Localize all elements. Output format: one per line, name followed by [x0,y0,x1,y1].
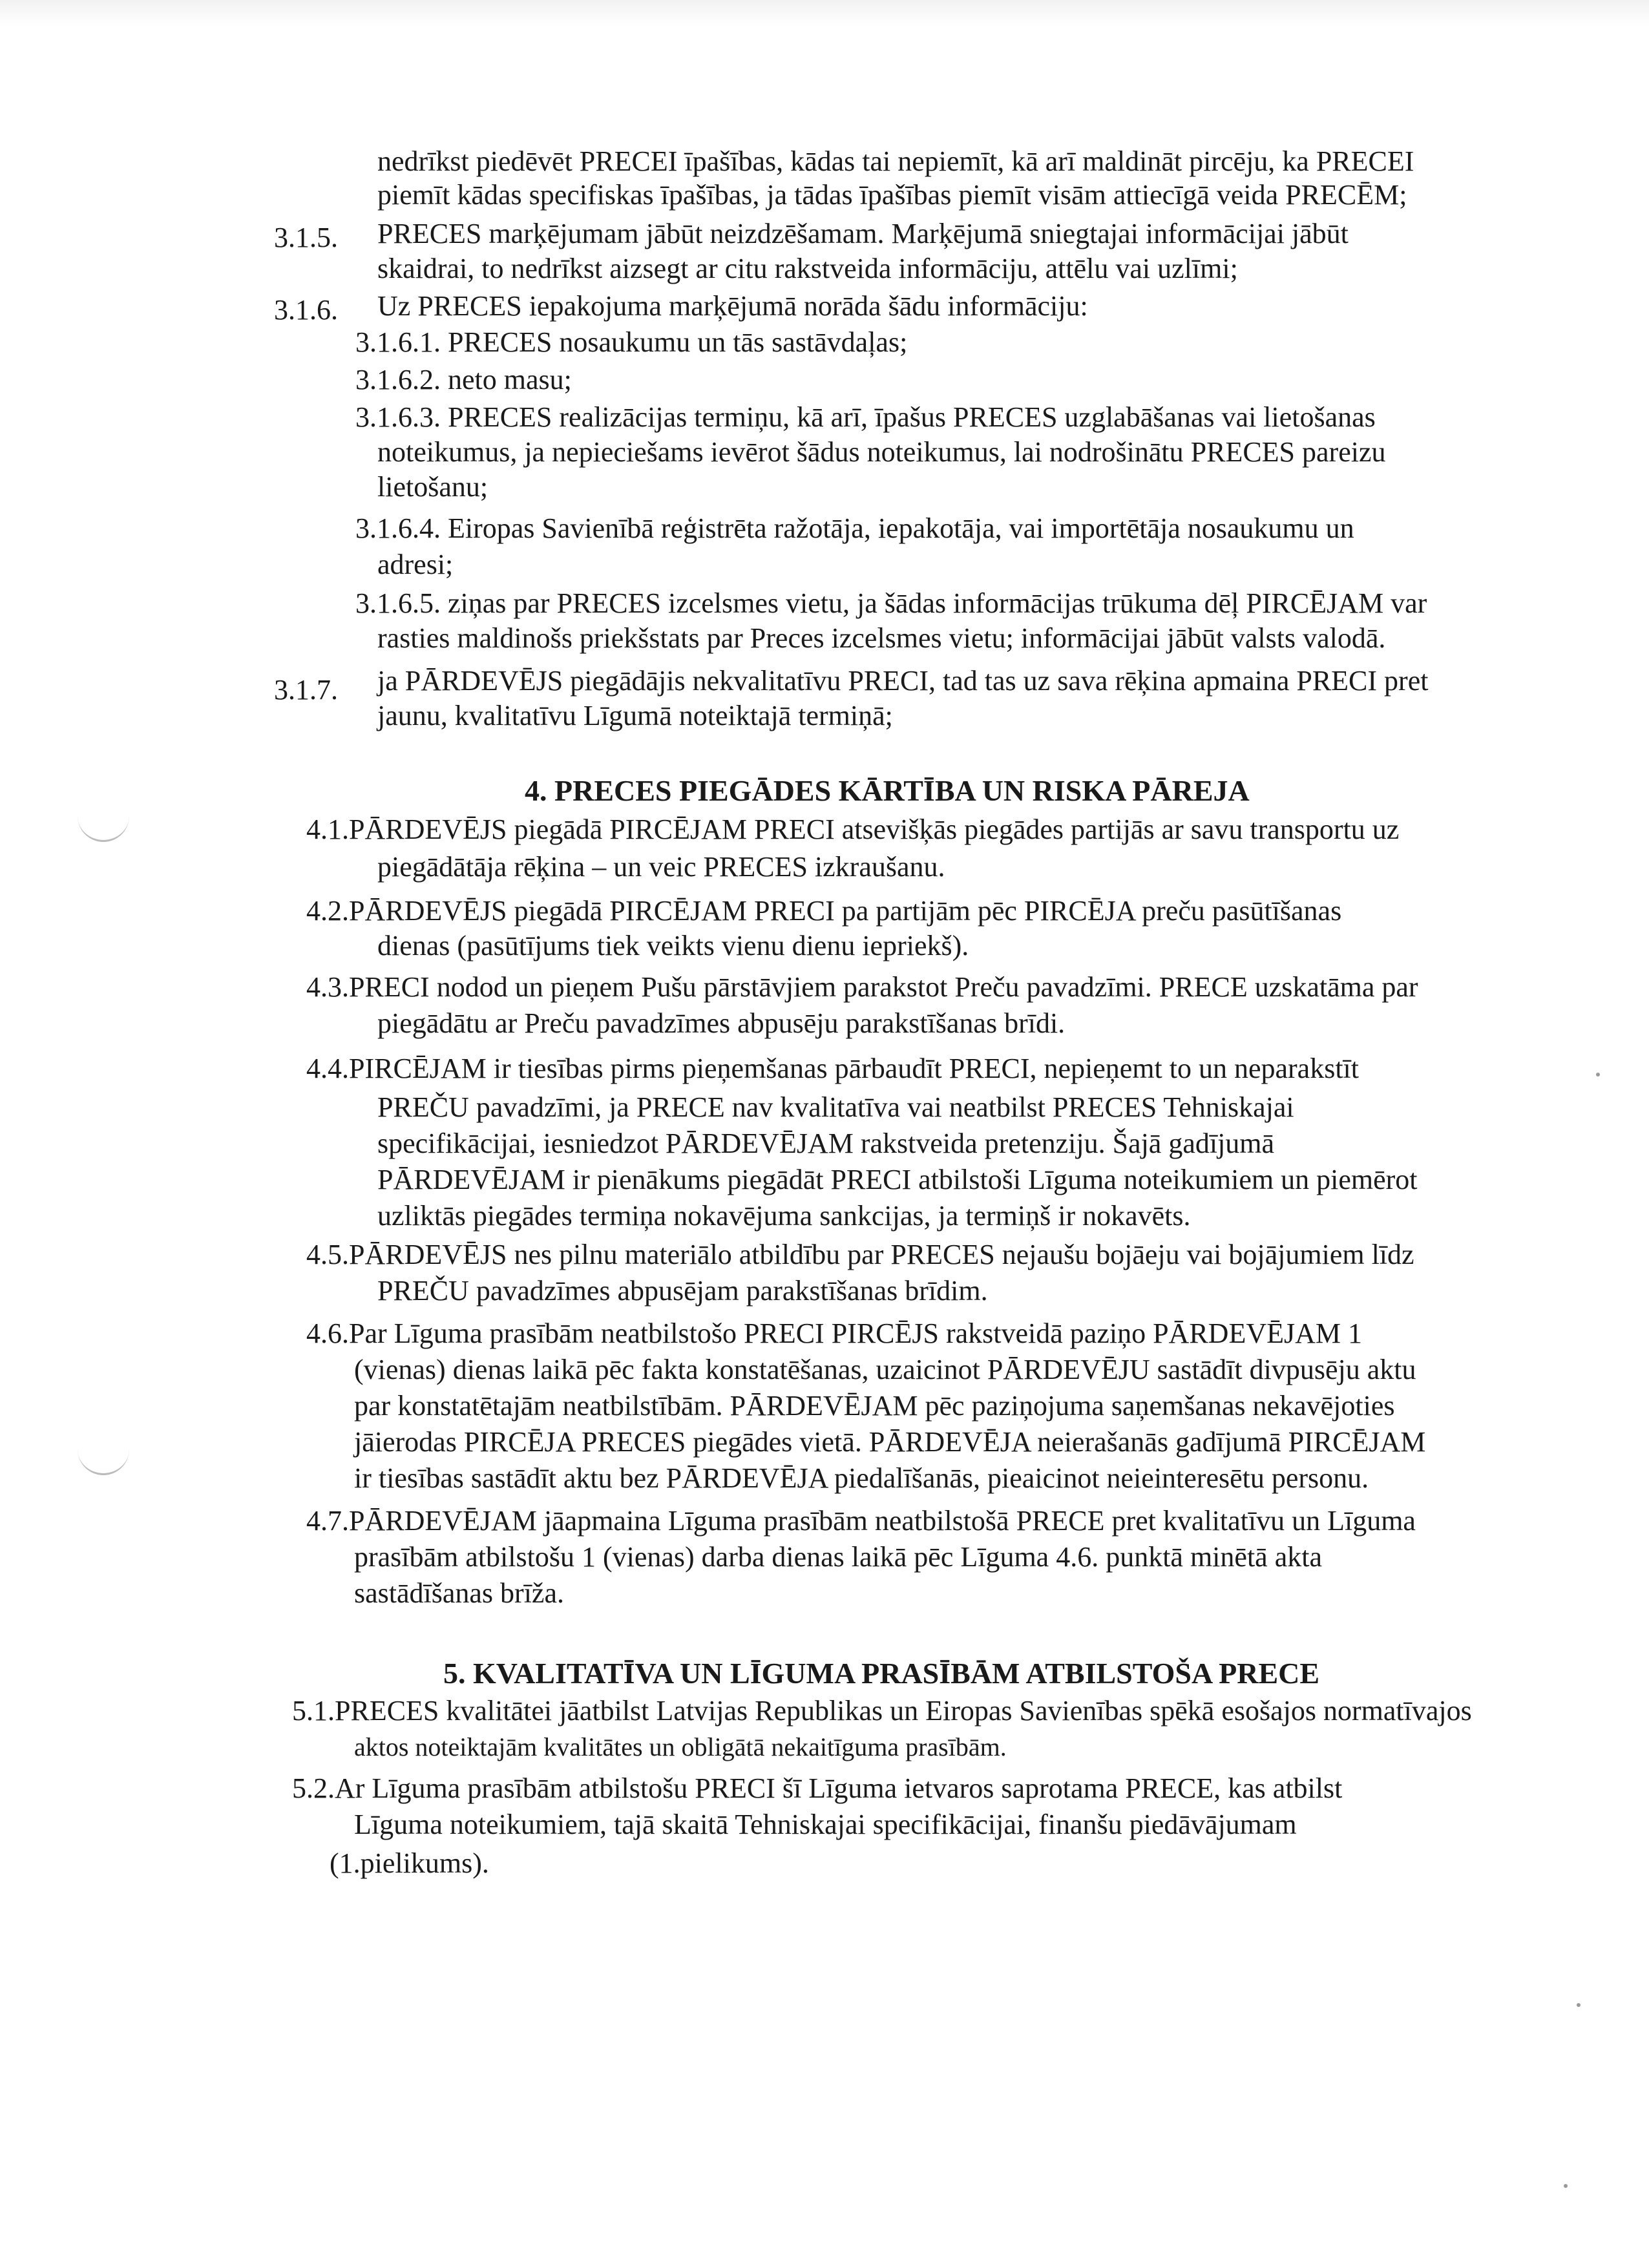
text-line: sastādīšanas brīža. [354,1577,564,1609]
text-line: ja PĀRDEVĒJS piegādājis nekvalitatīvu PRECI, tad tas uz sava rēķina apmaina PRECI pret [377,665,1429,697]
text-line: nedrīkst piedēvēt PRECEI īpašības, kādas tai nepiemīt, kā arī maldināt pircēju, ka PRECEI [377,145,1414,177]
text-line: 5.2.Ar Līguma prasībām atbilstošu PRECI šī Līguma ietvaros saprotama PRECE, kas atbilst [292,1772,1343,1804]
text-line: 5.1.PRECES kvalitātei jāatbilst Latvijas Republikas un Eiropas Savienības spēkā esošajos normatīvajos [292,1695,1472,1727]
text-line: Līguma noteikumiem, tajā skaitā Tehniskajai specifikācijai, finanšu piedāvājumam [354,1809,1297,1840]
text-line: PREČU pavadzīmes abpusējam parakstīšanas brīdim. [377,1275,988,1307]
text-line: PĀRDEVĒJAM ir pienākums piegādāt PRECI atbilstoši Līguma noteikumiem un piemērot [377,1164,1418,1195]
text-line: skaidrai, to nedrīkst aizsegt ar citu rakstveida informāciju, attēlu vai uzlīmi; [377,253,1238,284]
text-line: PRECES marķējumam jābūt neizdzēšamam. Marķējumā sniegtajai informācijai jābūt [377,218,1349,249]
scan-artifact [78,814,129,842]
text-line: jaunu, kvalitatīvu Līgumā noteiktajā termiņā; [377,700,893,731]
text-line: 4.4.PIRCĒJAM ir tiesības pirms pieņemšanas pārbaudīt PRECI, nepieņemt to un neparakstīt [306,1053,1359,1084]
text-line: 3.1.6.1. PRECES nosaukumu un tās sastāvdaļas; [355,326,908,358]
section-heading: 4. PRECES PIEGĀDES KĀRTĪBA UN RISKA PĀREJA [525,774,1250,807]
text-line: 4.1.PĀRDEVĒJS piegādā PIRCĒJAM PRECI atsevišķās piegādes partijās ar savu transportu uz [306,814,1400,845]
text-line: 3.1.6.5. ziņas par PRECES izcelsmes vietu, ja šādas informācijas trūkuma dēļ PIRCĒJAM var [355,587,1427,619]
text-line: 4.7.PĀRDEVĒJAM jāapmaina Līguma prasībām neatbilstošā PRECE pret kvalitatīvu un Līguma [306,1505,1416,1537]
text-line: adresi; [377,549,454,580]
text-line: lietošanu; [377,471,488,503]
clause-number: 3.1.6. [274,294,338,326]
text-line: 3.1.6.4. Eiropas Savienībā reģistrēta ražotāja, iepakotāja, vai importētāja nosaukumu un [355,512,1354,544]
text-line: dienas (pasūtījums tiek veikts vienu dienu iepriekš). [377,930,969,961]
scan-artifact [1596,1073,1600,1076]
text-line: specifikācijai, iesniedzot PĀRDEVĒJAM rakstveida pretenziju. Šajā gadījumā [377,1128,1275,1159]
text-line: PREČU pavadzīmi, ja PRECE nav kvalitatīva vai neatbilst PRECES Tehniskajai [377,1091,1294,1123]
section-heading: 5. KVALITATĪVA UN LĪGUMA PRASĪBĀM ATBILSTOŠA PRECE [443,1657,1320,1690]
text-line: uzliktās piegādes termiņa nokavējuma sankcijas, ja termiņš ir nokavēts. [377,1200,1191,1232]
text-line: 3.1.6.2. neto masu; [355,364,572,395]
text-line: prasībām atbilstošu 1 (vienas) darba dienas laikā pēc Līguma 4.6. punktā minētā akta [354,1541,1322,1573]
text-line: piegādātāja rēķina – un veic PRECES izkraušanu. [377,851,945,883]
scan-edge-shadow [0,0,1649,26]
clause-number: 3.1.5. [274,222,338,253]
scan-artifact [1577,2003,1581,2007]
clause-number: 3.1.7. [274,674,338,706]
text-line: piegādātu ar Preču pavadzīmes abpusēju parakstīšanas brīdi. [377,1007,1066,1039]
text-line: 4.3.PRECI nodod un pieņem Pušu pārstāvjiem parakstot Preču pavadzīmi. PRECE uzskatāma par [306,971,1418,1003]
text-line: noteikumus, ja nepieciešams ievērot šādus noteikumus, lai nodrošinātu PRECES pareizu [377,436,1386,468]
text-line: jāierodas PIRCĒJA PRECES piegādes vietā. PĀRDEVĒJA neierašanās gadījumā PIRCĒJAM [354,1426,1426,1458]
text-line: 4.5.PĀRDEVĒJS nes pilnu materiālo atbildību par PRECES nejaušu bojāeju vai bojājumiem līdz [306,1239,1414,1270]
text-line: par konstatētajām neatbilstībām. PĀRDEVĒJAM pēc paziņojuma saņemšanas nekavējoties [354,1390,1395,1422]
text-line: (vienas) dienas laikā pēc fakta konstatēšanas, uzaicinot PĀRDEVĒJU sastādīt divpusēju aktu [354,1354,1416,1385]
scan-artifact [1564,2184,1568,2188]
text-line: rasties maldinošs priekšstats par Preces izcelsmes vietu; informācijai jābūt valsts valodā. [377,622,1386,654]
text-line: 4.6.Par Līguma prasībām neatbilstošo PRECI PIRCĒJS rakstveidā paziņo PĀRDEVĒJAM 1 [306,1318,1362,1349]
text-line: ir tiesības sastādīt aktu bez PĀRDEVĒJA piedalīšanās, pieaicinot neieinteresētu personu. [354,1462,1369,1494]
text-line: 4.2.PĀRDEVĒJS piegādā PIRCĒJAM PRECI pa partijām pēc PIRCĒJA preču pasūtīšanas [306,895,1342,927]
text-line: piemīt kādas specifiskas īpašības, ja tādas īpašības piemīt visām attiecīgā veida PRECĒM; [377,179,1407,211]
text-line: 3.1.6.3. PRECES realizācijas termiņu, kā arī, īpašus PRECES uzglabāšanas vai lietošanas [355,401,1376,433]
text-line: (1.pielikums). [330,1847,489,1879]
scan-artifact [78,1447,129,1475]
text-line: Uz PRECES iepakojuma marķējumā norāda šādu informāciju: [377,290,1088,322]
text-line: aktos noteiktajām kvalitātes un obligātā nekaitīguma prasībām. [354,1732,1007,1761]
